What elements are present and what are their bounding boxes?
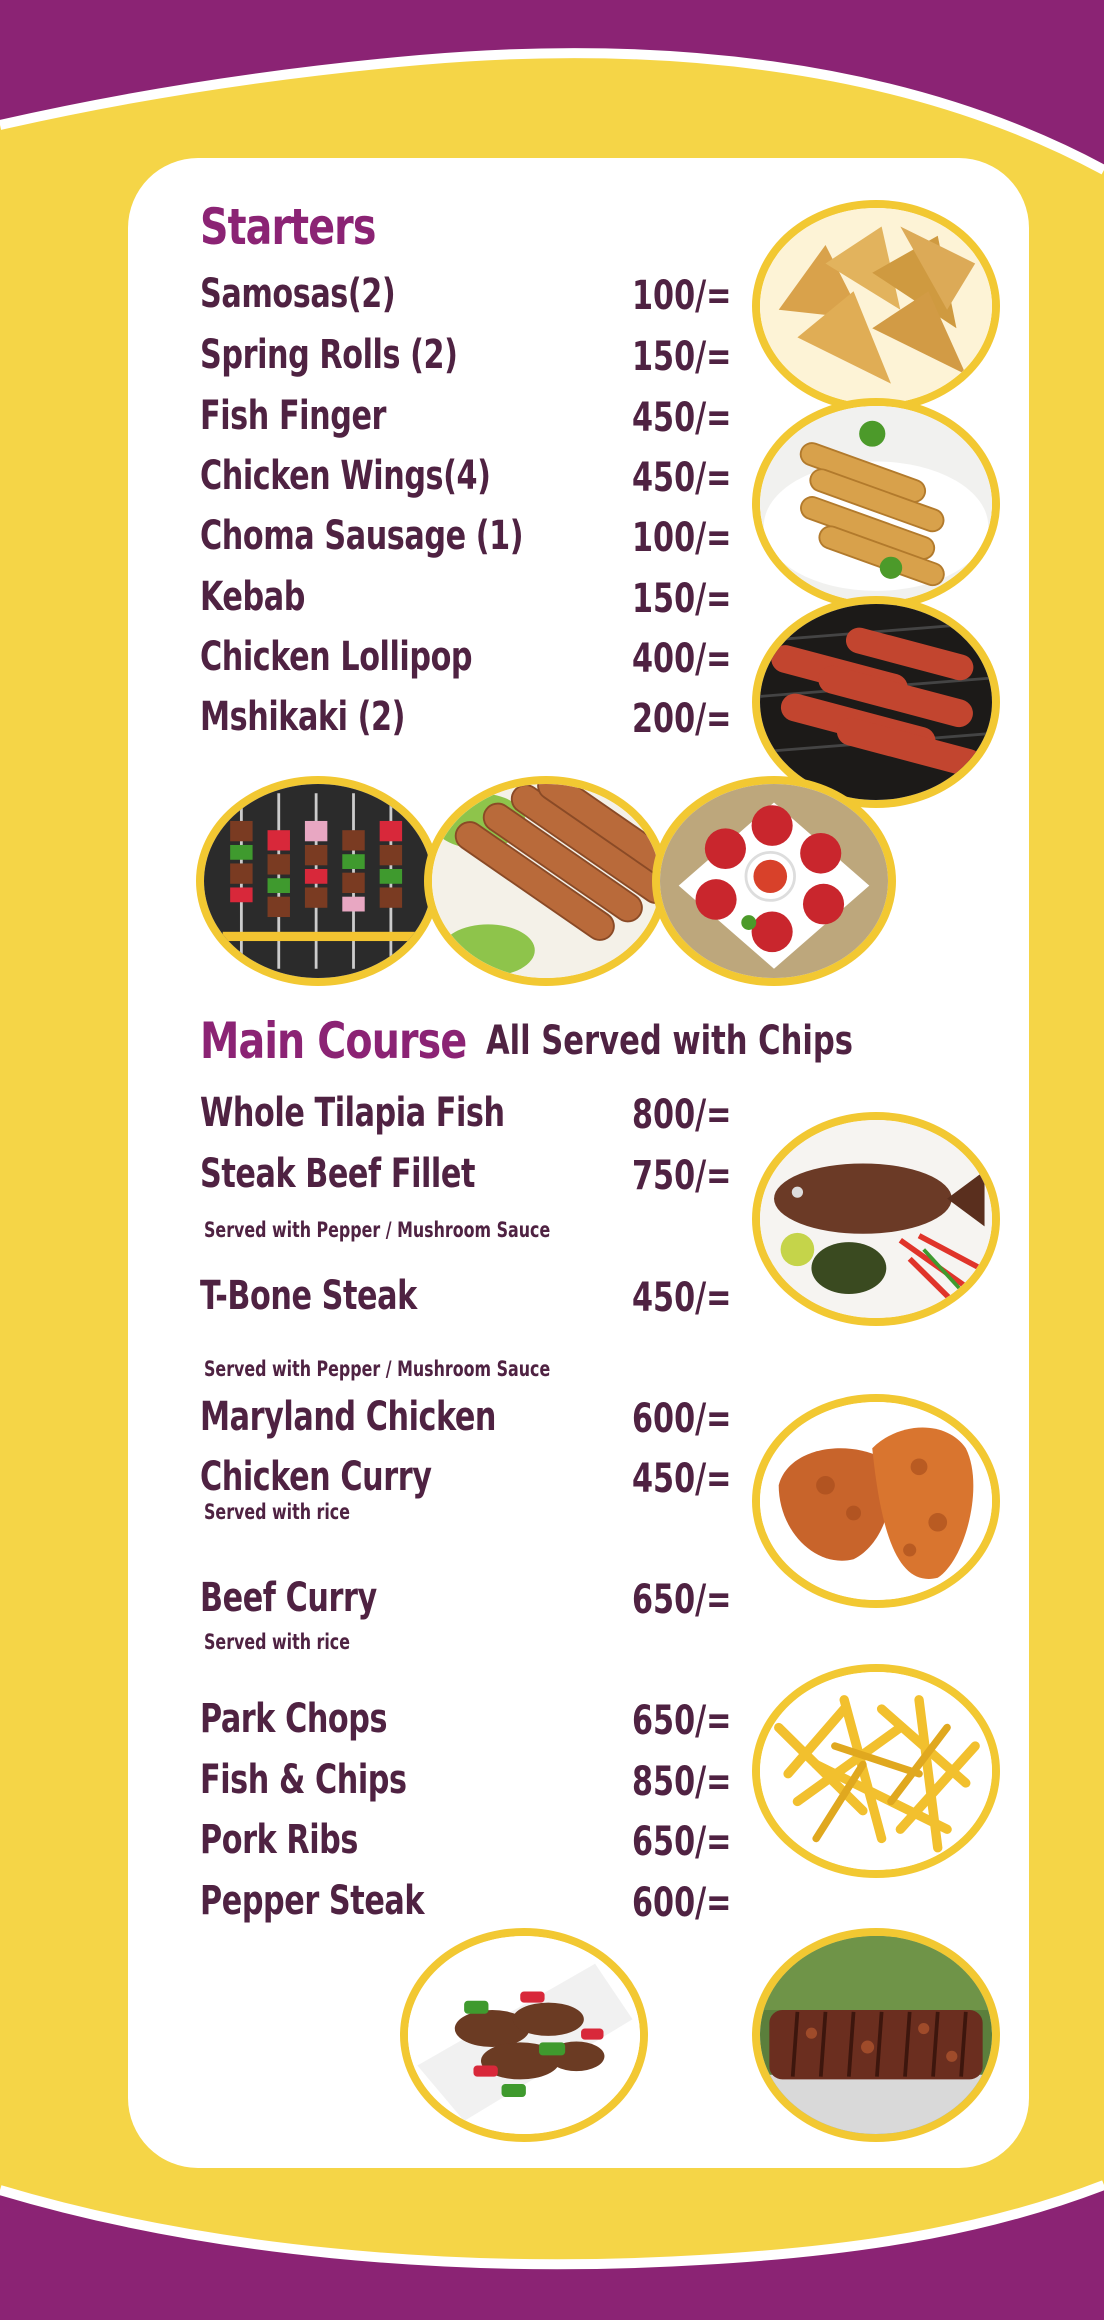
starter-item-price: 400/= bbox=[632, 636, 732, 682]
main-item-note: Served with rice bbox=[204, 1500, 350, 1524]
main-course-subtitle: All Served with Chips bbox=[486, 1018, 853, 1064]
mshikaki-photo bbox=[196, 776, 440, 986]
main-item-price: 750/= bbox=[632, 1153, 732, 1199]
starter-item-name: Mshikaki (2) bbox=[200, 694, 406, 740]
main-item-name: Maryland Chicken bbox=[200, 1394, 497, 1440]
chips-photo bbox=[752, 1664, 1000, 1878]
starters-heading: Starters bbox=[200, 198, 376, 256]
main-item-name: Pepper Steak bbox=[200, 1878, 425, 1924]
main-item-name: Chicken Curry bbox=[200, 1454, 432, 1500]
main-item-price: 600/= bbox=[632, 1396, 732, 1442]
main-item-name: Pork Ribs bbox=[200, 1817, 358, 1863]
starter-item-price: 200/= bbox=[632, 696, 732, 742]
starter-item-price: 150/= bbox=[632, 576, 732, 622]
starter-item-name: Samosas(2) bbox=[200, 271, 396, 317]
starter-item-name: Spring Rolls (2) bbox=[200, 332, 458, 378]
main-item-note: Served with Pepper / Mushroom Sauce bbox=[204, 1218, 551, 1242]
main-item-price: 800/= bbox=[632, 1092, 732, 1138]
main-item-price: 450/= bbox=[632, 1275, 732, 1321]
main-item-name: Fish & Chips bbox=[200, 1757, 407, 1803]
main-course-heading: Main Course bbox=[200, 1012, 467, 1070]
starter-item-name: Chicken Wings(4) bbox=[200, 453, 491, 499]
tilapia-photo bbox=[752, 1112, 1000, 1326]
main-item-note: Served with Pepper / Mushroom Sauce bbox=[204, 1357, 551, 1381]
main-item-price: 650/= bbox=[632, 1698, 732, 1744]
main-item-name: Whole Tilapia Fish bbox=[200, 1090, 505, 1136]
main-item-name: Steak Beef Fillet bbox=[200, 1151, 475, 1197]
starter-item-name: Fish Finger bbox=[200, 393, 387, 439]
main-item-price: 650/= bbox=[632, 1819, 732, 1865]
main-item-price: 450/= bbox=[632, 1456, 732, 1502]
starter-item-name: Choma Sausage (1) bbox=[200, 513, 524, 559]
starter-item-name: Chicken Lollipop bbox=[200, 634, 473, 680]
main-item-note: Served with rice bbox=[204, 1630, 350, 1654]
starter-item-price: 100/= bbox=[632, 273, 732, 319]
chicken-photo bbox=[752, 1394, 1000, 1608]
main-item-name: Beef Curry bbox=[200, 1575, 377, 1621]
starter-item-price: 450/= bbox=[632, 455, 732, 501]
main-item-name: Park Chops bbox=[200, 1696, 388, 1742]
main-item-name: T-Bone Steak bbox=[200, 1273, 417, 1319]
chicken-lollipop-photo bbox=[652, 776, 896, 986]
starter-item-price: 150/= bbox=[632, 334, 732, 380]
main-item-price: 650/= bbox=[632, 1577, 732, 1623]
main-item-price: 600/= bbox=[632, 1880, 732, 1926]
spring-rolls-photo bbox=[752, 398, 1000, 610]
pepper-steak-photo bbox=[400, 1928, 648, 2142]
starter-item-name: Kebab bbox=[200, 574, 305, 620]
main-item-price: 850/= bbox=[632, 1759, 732, 1805]
kebab-photo bbox=[424, 776, 668, 986]
pork-ribs-photo bbox=[752, 1928, 1000, 2142]
starter-item-price: 450/= bbox=[632, 395, 732, 441]
samosas-photo bbox=[752, 200, 1000, 412]
starter-item-price: 100/= bbox=[632, 515, 732, 561]
